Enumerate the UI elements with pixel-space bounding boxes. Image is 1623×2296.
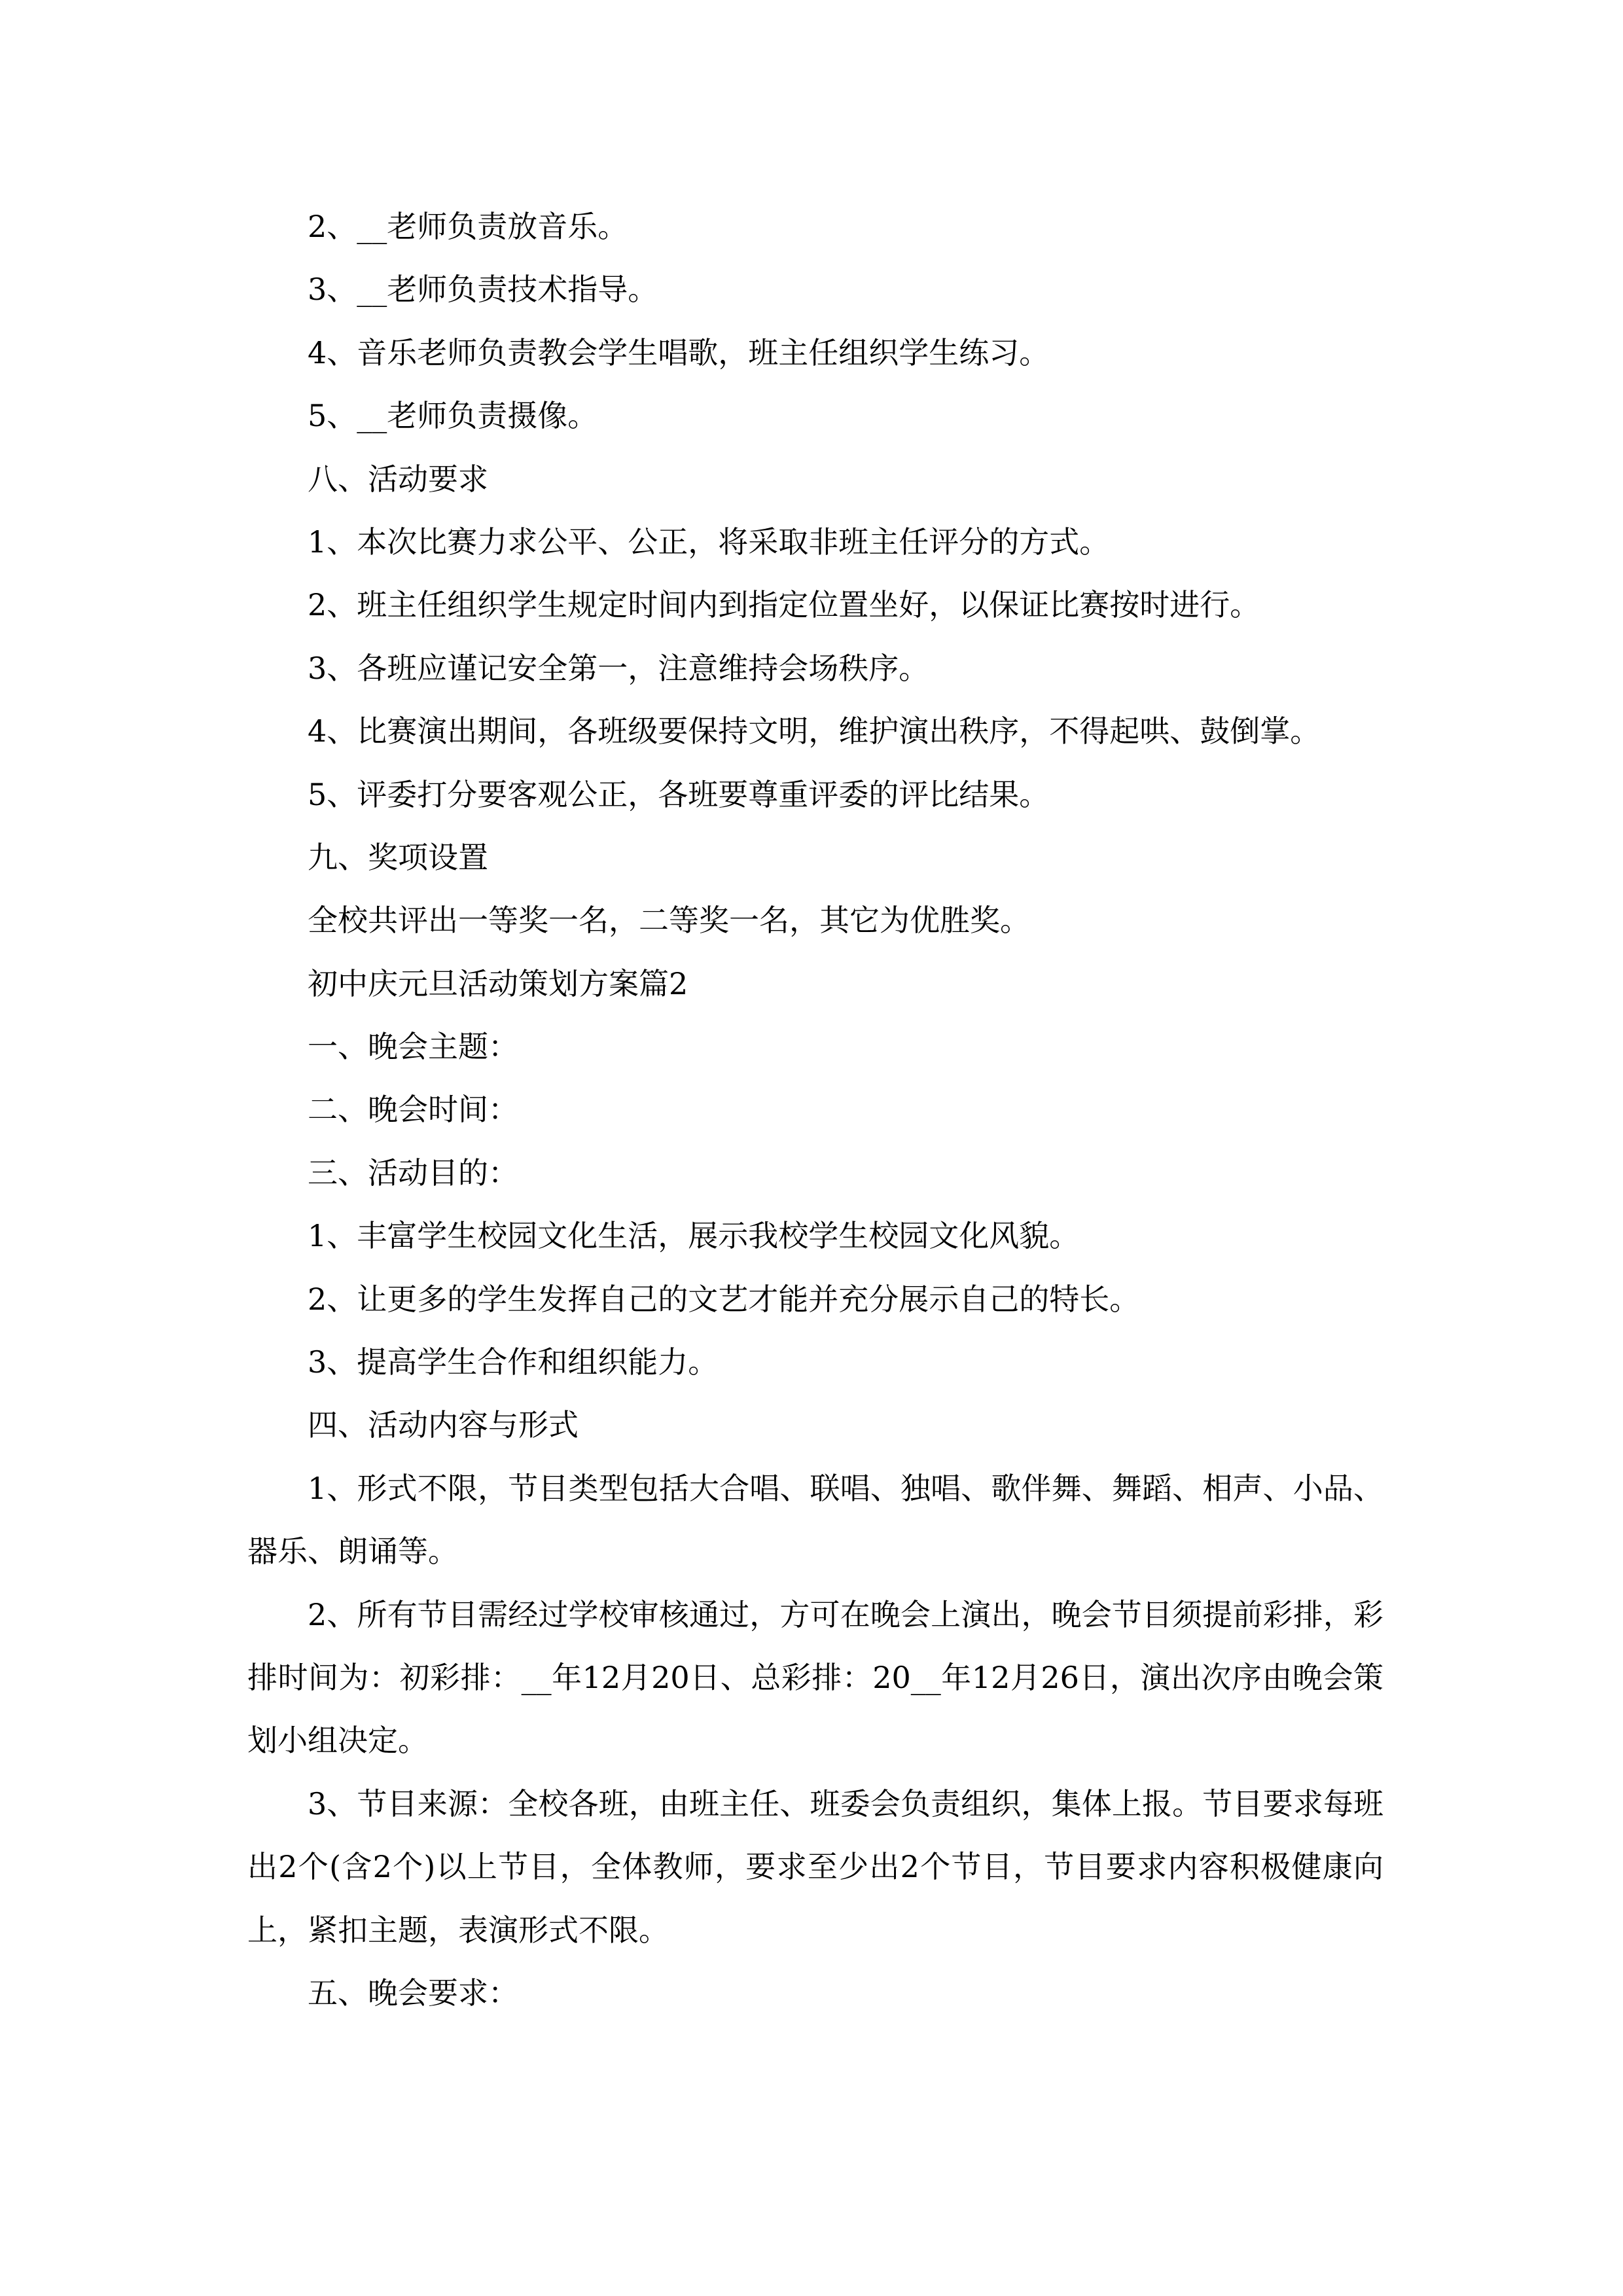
list-item: 1、本次比赛力求公平、公正，将采取非班主任评分的方式。 (308, 524, 1110, 560)
list-item: 4、音乐老师负责教会学生唱歌，班主任组织学生练习。 (308, 334, 1050, 370)
section-heading: 三、活动目的： (308, 1155, 518, 1191)
list-item: 3、各班应谨记安全第一，注意维持会场秩序。 (308, 650, 929, 686)
section-heading: 九、奖项设置 (308, 839, 488, 875)
list-item: 5、评委打分要客观公正，各班要尊重评委的评比结果。 (308, 776, 1050, 812)
section-heading: 二、晚会时间： (308, 1092, 518, 1128)
section-heading: 一、晚会主题： (308, 1029, 518, 1065)
list-item: 2、班主任组织学生规定时间内到指定位置坐好，以保证比赛按时进行。 (308, 587, 1260, 623)
document-body (247, 195, 1383, 2024)
paragraph: 1、形式不限，节目类型包括大合唱、联唱、独唱、歌伴舞、舞蹈、相声、小品、器乐、朗诵等。 (247, 1470, 1383, 1570)
list-item: 2、__老师负责放音乐。 (308, 209, 628, 244)
list-item: 2、让更多的学生发挥自己的文艺才能并充分展示自己的特长。 (308, 1281, 1140, 1317)
paragraph: 2、所有节目需经过学校审核通过，方可在晚会上演出，晚会节目须提前彩排，彩排时间为：初彩排：__年12月20日、总彩排：20__年12月26日，演出次序由晚会策划小组决定。 (247, 1596, 1383, 1759)
section-heading: 四、活动内容与形式 (308, 1407, 579, 1443)
list-item: 5、__老师负责摄像。 (308, 398, 598, 434)
list-item: 3、__老师负责技术指导。 (308, 272, 658, 308)
body-text: 全校共评出一等奖一名，二等奖一名，其它为优胜奖。 (308, 903, 1030, 939)
list-item: 1、丰富学生校园文化生活，展示我校学生校园文化风貌。 (308, 1218, 1080, 1254)
section-heading: 八、活动要求 (308, 461, 488, 497)
paragraph: 3、节目来源：全校各班，由班主任、班委会负责组织，集体上报。节目要求每班出2个(含2个)以上节目，全体教师，要求至少出2个节目，节目要求内容积极健康向上，紧扣主题，表演形式不限。 (247, 1785, 1383, 1948)
section-heading: 五、晚会要求： (308, 1975, 518, 2011)
document-title: 初中庆元旦活动策划方案篇2 (308, 965, 688, 1001)
list-item: 4、比赛演出期间，各班级要保持文明，维护演出秩序，不得起哄、鼓倒掌。 (308, 713, 1321, 749)
list-item: 3、提高学生合作和组织能力。 (308, 1344, 719, 1380)
